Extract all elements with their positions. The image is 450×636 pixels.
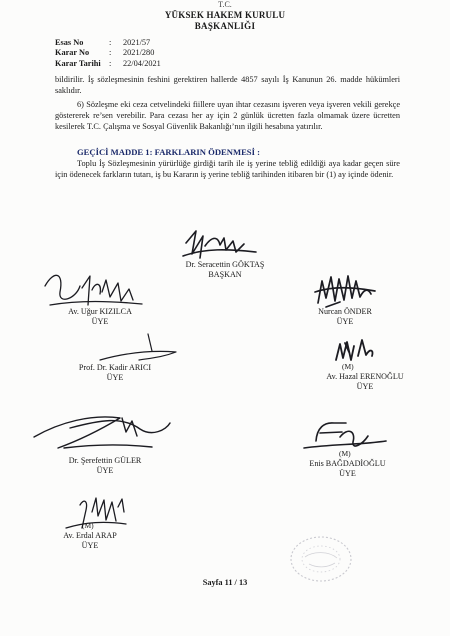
signatory-bagdadioglu — [290, 459, 405, 479]
colon: : — [109, 48, 112, 58]
signatory-role: ÜYE — [356, 382, 374, 391]
signatory-erenoglu — [305, 372, 425, 392]
signatory-name: Dr. Şerefettin GÜLER — [68, 456, 142, 465]
signatory-role: ÜYE — [81, 541, 99, 550]
karar-value: 2021/280 — [123, 48, 155, 58]
signatory-role: BAŞKAN — [208, 270, 242, 279]
signatory-arap — [40, 531, 140, 551]
colon: : — [109, 38, 112, 47]
signatory-baskan — [160, 260, 290, 280]
signatory-role: ÜYE — [91, 317, 109, 326]
signatory-name: Nurcan ÖNDER — [318, 307, 372, 316]
paragraph-1: bildirilir. İş sözleşmesinin feshini gerektiren hallerde 4857 sayılı İş Kanunun 26. madde hükümleri saklıdır. — [55, 75, 400, 95]
esas-label: Esas No — [55, 38, 84, 47]
header-tc: T.C. — [218, 0, 232, 9]
signature-goktas — [183, 231, 256, 258]
signature-kizilca — [45, 275, 142, 305]
signature-bagdadioglu — [304, 423, 386, 448]
signatory-kizilca — [35, 307, 165, 327]
signature-arap — [66, 498, 126, 528]
header-institution: YÜKSEK HAKEM KURULU — [164, 10, 286, 20]
marked-label-erenoglu: (M) — [342, 362, 354, 371]
signature-onder — [315, 276, 375, 307]
signatory-name: Dr. Seracettin GÖKTAŞ — [185, 260, 265, 269]
signatory-onder — [285, 307, 405, 327]
tarih-value: 22/04/2021 — [123, 58, 161, 68]
signature-arici — [100, 334, 176, 360]
colon: : — [109, 58, 112, 68]
signatory-role: ÜYE — [106, 373, 124, 382]
karar-label: Karar No — [55, 48, 90, 58]
signatory-name: Prof. Dr. Kadir ARICI — [78, 363, 152, 372]
signatory-name: Av. Hazal ERENOĞLU — [326, 372, 404, 381]
header-department: BAŞKANLIĞI — [194, 21, 256, 31]
signatory-name: Av. Erdal ARAP — [63, 531, 117, 540]
signatory-role: ÜYE — [339, 469, 356, 478]
signatory-guler — [35, 456, 175, 476]
signatory-arici — [45, 363, 185, 383]
signatory-name: Av. Uğur KIZILCA — [68, 307, 132, 316]
page-number: Sayfa 11 / 13 — [202, 578, 248, 587]
section-title: GEÇİCİ MADDE 1: FARKLARIN ÖDENMESİ : — [77, 147, 260, 157]
marked-label-arap: (M) — [82, 521, 94, 530]
tarih-label: Karar Tarihi — [55, 58, 101, 68]
esas-value: 2021/57 — [123, 38, 151, 47]
signatory-name: Enis BAĞDADİOĞLU — [309, 459, 386, 468]
paragraph-6: 6) Sözleşme eki ceza cetvelindeki fiillere uyan ihtar cezasını işveren veya işveren vekili gerekçe göstererek re’sen verebilir. Para cezası her ay için 2 günlük ücretten fazla olmamak üzere ücretten kesilerek T.C. Çalışma ve Sosyal Güvenlik Bakanlığı’nın ilgili hesabına yatırılır. — [55, 100, 400, 131]
paragraph-temporary-article: Toplu İş Sözleşmesinin yürürlüğe girdiği tarih ile iş yerine tebliğ edildiği aya kadar geçen süre için ödenecek farkların tutarı, iş bu Kararın iş yerine tebliğ tarihinden itibaren bir (1) ay içinde ödenir. — [55, 159, 400, 179]
signature-erenoglu — [336, 340, 373, 360]
signatory-role: ÜYE — [96, 466, 114, 475]
marked-label-bagdadioglu: (M) — [339, 449, 351, 458]
signature-guler — [34, 417, 170, 448]
signatory-role: ÜYE — [336, 317, 354, 326]
